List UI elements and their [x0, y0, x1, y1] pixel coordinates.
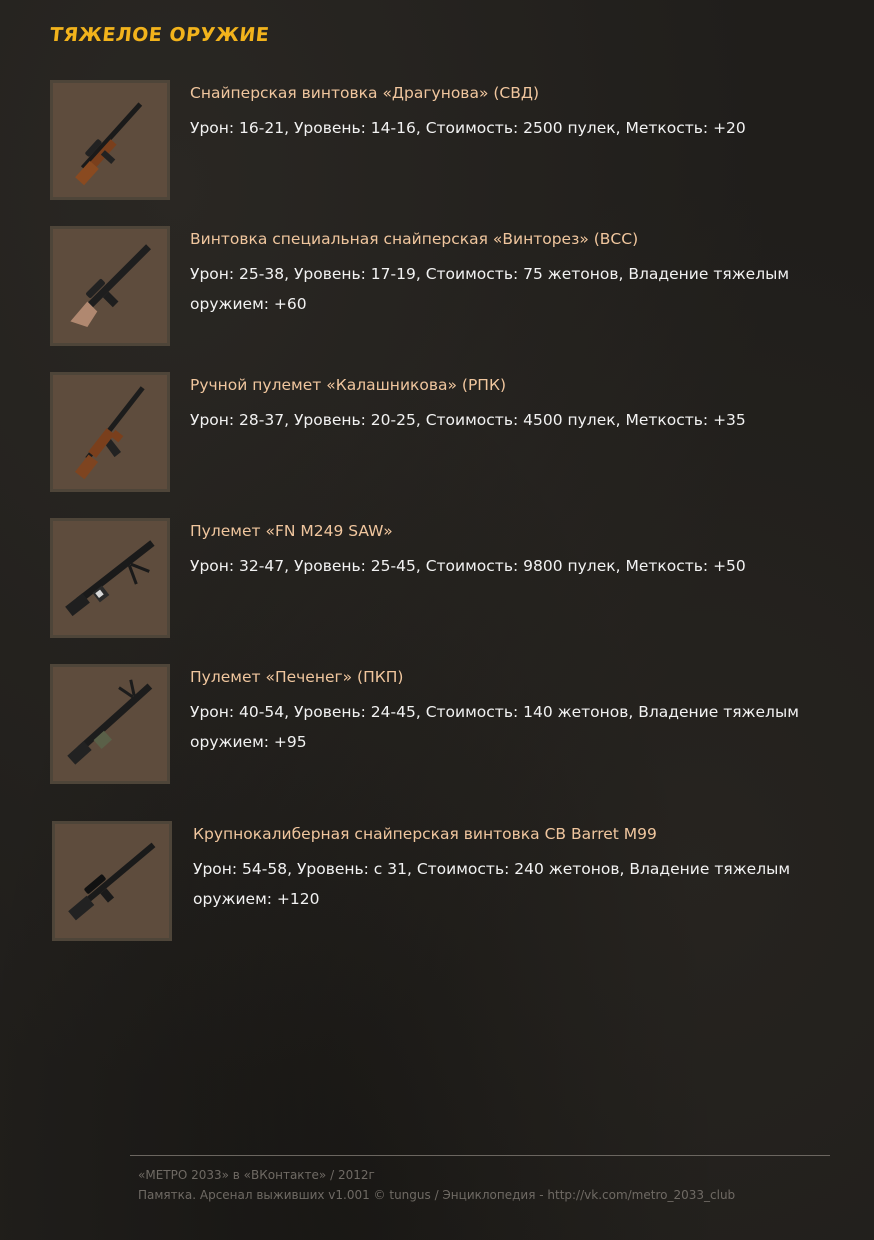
item-stats: Урон: 16-21, Уровень: 14-16, Стоимость: 2500 пулек, Меткость: +20 [190, 119, 746, 137]
footer-line-1: «МЕТРО 2033» в «ВКонтакте» / 2012г [138, 1168, 375, 1182]
item-stats: Урон: 54-58, Уровень: с 31, Стоимость: 240 жетонов, Владение тяжелым оружием: +120 [193, 860, 791, 908]
m249-machinegun-image [50, 518, 170, 638]
item-name: Ручной пулемет «Калашникова» (РПК) [190, 376, 507, 394]
item-stats: Урон: 40-54, Уровень: 24-45, Стоимость: 140 жетонов, Владение тяжелым оружием: +95 [190, 703, 799, 751]
page-title: ТЯЖЕЛОЕ ОРУЖИЕ [48, 24, 271, 46]
svd-rifle-image [50, 80, 170, 200]
item-stats: Урон: 32-47, Уровень: 25-45, Стоимость: 9800 пулек, Меткость: +50 [190, 557, 746, 575]
footer-divider [130, 1155, 830, 1156]
footer-line-2: Памятка. Арсенал выживших v1.001 © tungus / Энциклопедия - http://vk.com/metro_2033_club [138, 1188, 736, 1202]
barrett-rifle-image [52, 821, 172, 941]
item-name: Пулемет «Печенег» (ПКП) [190, 668, 404, 686]
item-name: Крупнокалиберная снайперская винтовка CB Barret M99 [193, 825, 657, 843]
vss-rifle-image [50, 226, 170, 346]
item-stats: Урон: 28-37, Уровень: 20-25, Стоимость: 4500 пулек, Меткость: +35 [190, 411, 746, 429]
footer [138, 1165, 735, 1205]
item-name: Винтовка специальная снайперская «Винторез» (ВСС) [190, 230, 639, 248]
rpk-machinegun-image [50, 372, 170, 492]
pkp-machinegun-image [50, 664, 170, 784]
item-name: Снайперская винтовка «Драгунова» (СВД) [190, 84, 540, 102]
item-stats: Урон: 25-38, Уровень: 17-19, Стоимость: 75 жетонов, Владение тяжелым оружием: +60 [190, 265, 790, 313]
item-name: Пулемет «FN M249 SAW» [190, 522, 393, 540]
